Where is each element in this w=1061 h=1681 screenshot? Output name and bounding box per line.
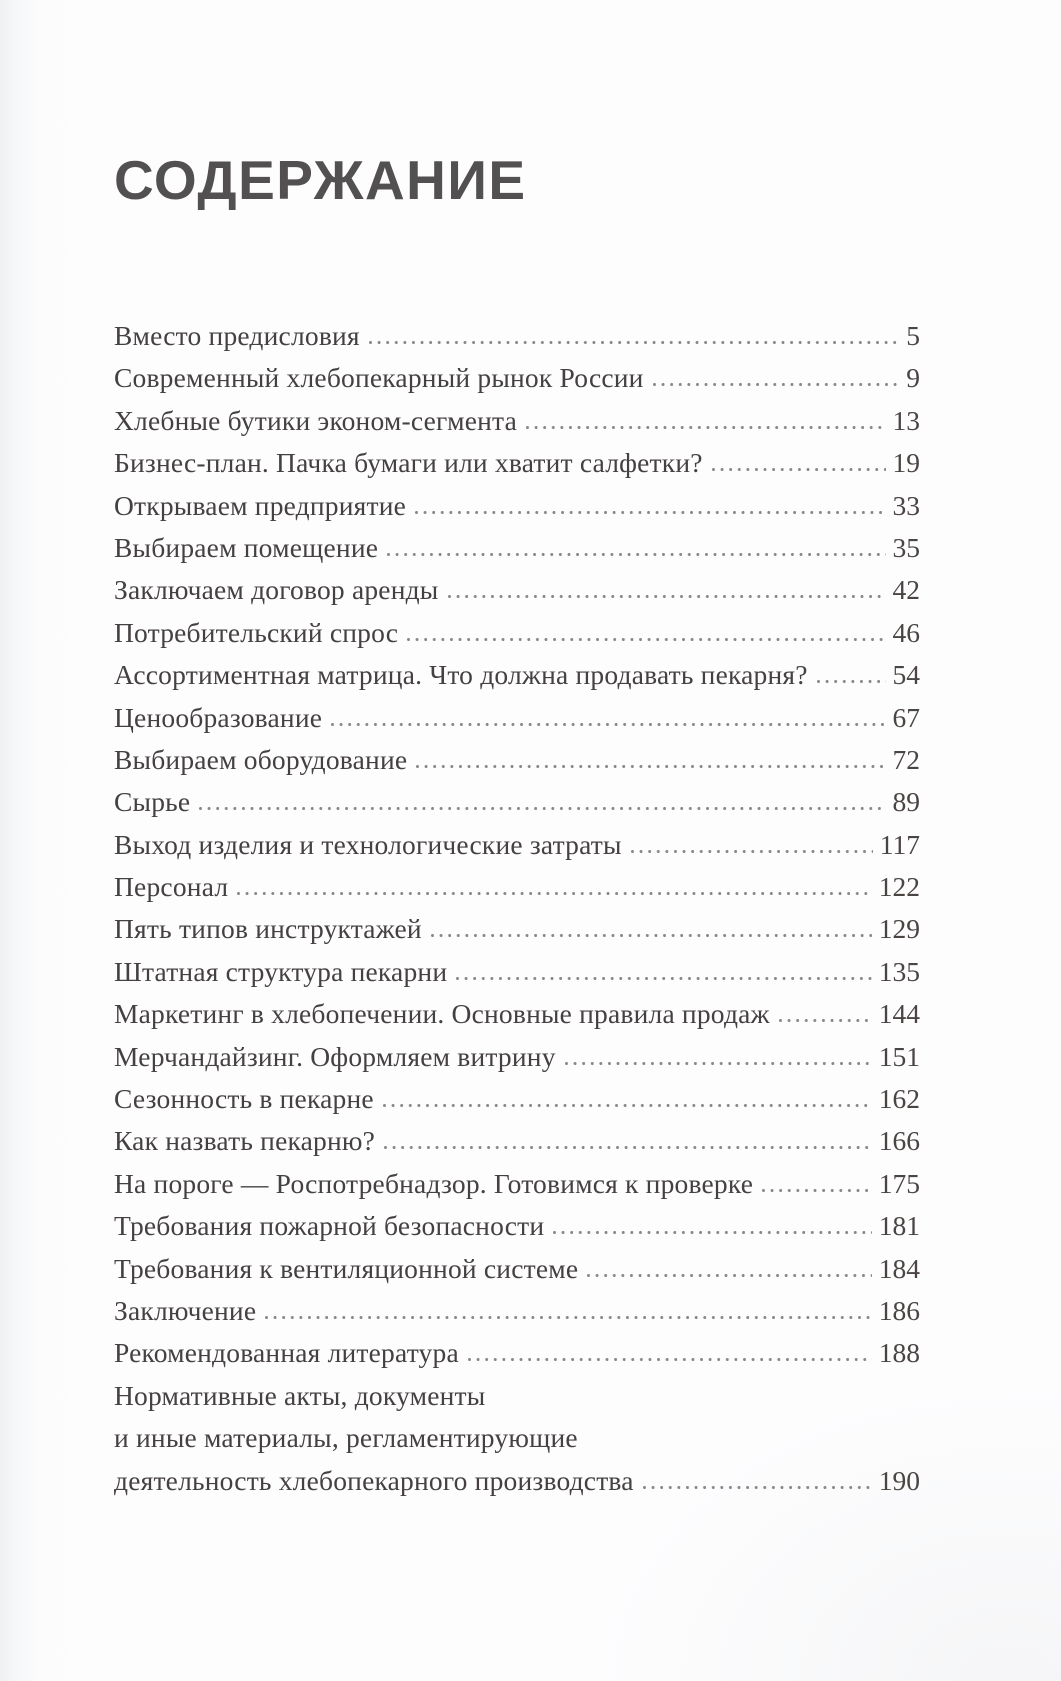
- toc-entry-page-number: 129: [878, 913, 920, 945]
- toc-entry: [114, 1460, 920, 1502]
- toc-entry: [114, 1248, 920, 1290]
- toc-entry-page-number: 54: [892, 659, 920, 691]
- toc-entry-page-number: 190: [878, 1464, 920, 1496]
- toc-entry-page-number: 162: [878, 1083, 920, 1115]
- toc-entry: [114, 1163, 920, 1205]
- toc-entry-label: Хлебные бутики эконом-сегмента: [114, 404, 518, 436]
- toc-entry: [114, 442, 920, 484]
- toc-entry-label: Выход изделия и технологические затраты: [114, 828, 622, 860]
- dot-leader: [643, 1485, 872, 1490]
- toc-entry-label: Персонал: [114, 871, 229, 903]
- toc-entry-label: Сырье: [114, 786, 191, 818]
- toc-entry: [114, 485, 920, 527]
- toc-entry: [114, 612, 920, 654]
- dot-leader: [387, 552, 885, 557]
- page-title: СОДЕРЖАНИЕ: [114, 149, 527, 211]
- dot-leader: [553, 1230, 871, 1235]
- toc-entry: [114, 569, 920, 611]
- toc-entry-page-number: 46: [892, 616, 920, 648]
- toc-entry-label: Заключаем договор аренды: [114, 574, 439, 606]
- toc-entry: [114, 781, 920, 823]
- toc-entry-label: Требования пожарной безопасности: [114, 1210, 545, 1242]
- toc-entry-label: Нормативные акты, документы: [114, 1379, 486, 1411]
- toc-entry-page-number: 13: [892, 404, 920, 436]
- toc-entry-page-number: 35: [892, 531, 920, 563]
- toc-entry-label: Выбираем помещение: [114, 531, 379, 563]
- dot-leader: [468, 1357, 872, 1362]
- toc-entry-label: Выбираем оборудование: [114, 743, 408, 775]
- dot-leader: [383, 1103, 872, 1108]
- toc-entry: [114, 357, 920, 399]
- toc-entry: [114, 1036, 920, 1078]
- toc-list: [114, 315, 920, 1502]
- toc-entry-page-number: 122: [878, 871, 920, 903]
- toc-entry-label: Маркетинг в хлебопечении. Основные правила продаж: [114, 998, 770, 1030]
- toc-entry-page-number: 72: [892, 743, 920, 775]
- dot-leader: [526, 425, 885, 430]
- toc-entry: [114, 1332, 920, 1374]
- toc-entry-label: Сезонность в пекарне: [114, 1083, 374, 1115]
- toc-entry-page-number: 135: [878, 955, 920, 987]
- toc-entry: [114, 1290, 920, 1332]
- dot-leader: [369, 340, 899, 345]
- toc-entry: [114, 315, 920, 357]
- toc-entry-label: и иные материалы, регламентирующие: [114, 1422, 578, 1454]
- toc-entry-page-number: 188: [878, 1337, 920, 1369]
- toc-entry-page-number: 175: [878, 1167, 920, 1199]
- toc-entry-page-number: 9: [906, 362, 920, 394]
- toc-entry: [114, 1120, 920, 1162]
- dot-leader: [587, 1273, 872, 1278]
- toc-entry-page-number: 19: [892, 447, 920, 479]
- toc-entry-page-number: 181: [878, 1210, 920, 1242]
- toc-entry: [114, 739, 920, 781]
- toc-entry: [114, 866, 920, 908]
- dot-leader: [456, 976, 872, 981]
- toc-entry-page-number: 42: [892, 574, 920, 606]
- toc-entry-page-number: 89: [892, 786, 920, 818]
- toc-entry: [114, 993, 920, 1035]
- toc-entry: [114, 1205, 920, 1247]
- dot-leader: [631, 849, 873, 854]
- toc-entry: [114, 951, 920, 993]
- toc-entry-label: Заключение: [114, 1294, 257, 1326]
- dot-leader: [779, 1018, 872, 1023]
- dot-leader: [407, 637, 885, 642]
- toc-entry-page-number: 184: [878, 1252, 920, 1284]
- toc-entry-label: Ценообразование: [114, 701, 323, 733]
- toc-entry-label: деятельность хлебопекарного производства: [114, 1464, 634, 1496]
- dot-leader: [199, 806, 885, 811]
- dot-leader: [431, 933, 872, 938]
- toc-entry: [114, 1375, 920, 1417]
- dot-leader: [712, 467, 886, 472]
- toc-entry-label: Потребительский спрос: [114, 616, 399, 648]
- dot-leader: [331, 722, 885, 727]
- toc-content: [114, 150, 920, 1502]
- dot-leader: [416, 764, 885, 769]
- toc-entry-label: Пять типов инструктажей: [114, 913, 422, 945]
- toc-entry-label: Мерчандайзинг. Оформляем витрину: [114, 1040, 556, 1072]
- dot-leader: [384, 1145, 872, 1150]
- toc-entry: [114, 908, 920, 950]
- dot-leader: [265, 1315, 872, 1320]
- toc-entry-page-number: 144: [878, 998, 920, 1030]
- toc-entry-label: Ассортиментная матрица. Что должна продавать пекарня?: [114, 659, 808, 691]
- toc-entry-page-number: 186: [878, 1294, 920, 1326]
- toc-entry: [114, 400, 920, 442]
- toc-entry-page-number: 5: [906, 320, 920, 351]
- toc-entry-label: Штатная структура пекарни: [114, 955, 448, 987]
- dot-leader: [237, 891, 871, 896]
- toc-entry: [114, 697, 920, 739]
- toc-entry-label: Требования к вентиляционной системе: [114, 1252, 579, 1284]
- toc-entry-page-number: 33: [892, 489, 920, 521]
- toc-entry: [114, 824, 920, 866]
- toc-entry-page-number: 67: [892, 701, 920, 733]
- dot-leader: [762, 1188, 872, 1193]
- toc-entry-label: Как назвать пекарню?: [114, 1125, 376, 1157]
- dot-leader: [817, 679, 886, 684]
- toc-entry-page-number: 151: [878, 1040, 920, 1072]
- toc-entry-label: Вместо предисловия: [114, 320, 360, 351]
- toc-entry: [114, 654, 920, 696]
- toc-entry: [114, 527, 920, 569]
- toc-entry-label: На пороге — Роспотребнадзор. Готовимся к проверке: [114, 1167, 754, 1199]
- toc-entry-label: Открываем предприятие: [114, 489, 407, 521]
- toc-entry: [114, 1078, 920, 1120]
- toc-entry-label: Современный хлебопекарный рынок России: [114, 362, 644, 394]
- toc-entry-page-number: 166: [878, 1125, 920, 1157]
- dot-leader: [415, 510, 885, 515]
- toc-entry: [114, 1417, 920, 1459]
- dot-leader: [565, 1061, 872, 1066]
- toc-entry-label: Бизнес-план. Пачка бумаги или хватит салфетки?: [114, 447, 703, 479]
- toc-entry-label: Рекомендованная литература: [114, 1337, 459, 1369]
- toc-entry-page-number: 117: [879, 828, 920, 860]
- dot-leader: [448, 594, 886, 599]
- dot-leader: [653, 382, 900, 387]
